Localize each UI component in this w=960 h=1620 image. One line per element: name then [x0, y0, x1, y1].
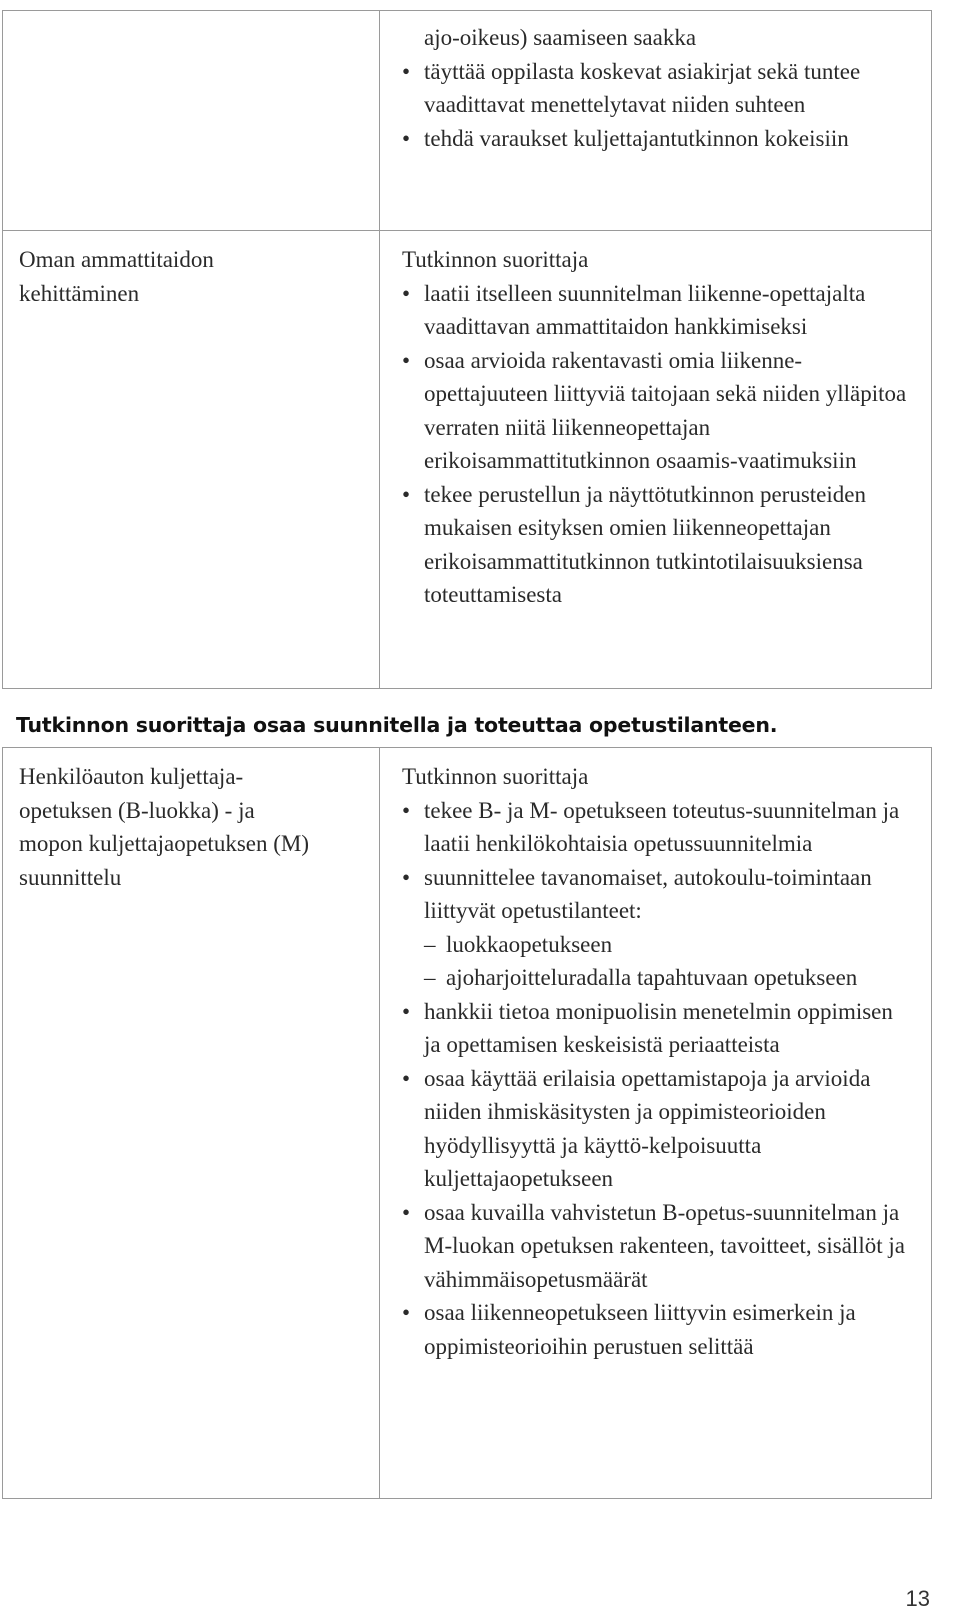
row-label-cell	[3, 11, 380, 230]
row-label-cell	[3, 231, 380, 688]
table-row	[2, 231, 932, 689]
sub-list-item: – ajoharjoitteluradalla tapahtuvaan opetukseen	[402, 961, 911, 995]
list-item-text: suunnittelee tavanomaiset, autokoulu-toimintaan liittyvät opetustilanteet:	[424, 864, 872, 923]
row-content-cell	[380, 748, 931, 1498]
sub-list-item: – luokkaopetukseen	[402, 928, 911, 962]
section-heading: Tutkinnon suorittaja osaa suunnitella ja toteuttaa opetustilanteen.	[2, 689, 932, 748]
list-item: • osaa arvioida rakentavasti omia liikenne-opettajuuteen liittyviä taitojaan sekä niiden ylläpitoa verraten niitä liikenneopettajan erikoisammattitutkinnon osaamis-vaatimuksiin	[402, 344, 911, 478]
list-item: • osaa liikenneopetukseen liittyvin esimerkein ja oppimisteorioihin perustuen selittää	[402, 1296, 911, 1363]
sub-list	[424, 928, 911, 995]
list-item: • osaa kuvailla vahvistetun B-opetus-suunnitelman ja M-luokan opetuksen rakenteen, tavoitteet, sisällöt ja vähimmäisopetusmäärät	[402, 1196, 911, 1297]
criteria-list	[402, 277, 911, 612]
table-row	[2, 11, 932, 231]
row-content-cell	[380, 231, 931, 688]
list-item: • täyttää oppilasta koskevat asiakirjat sekä tuntee vaadittavat menettelytavat niiden suhteen	[402, 55, 911, 122]
list-item: • laatii itselleen suunnitelman liikenne-opettajalta vaadittavan ammattitaidon hankkimiseksi	[402, 277, 911, 344]
row-label: Henkilöauton kuljettaja-opetuksen (B-luokka) - ja mopon kuljettajaopetuksen (M) suunnittelu	[19, 764, 309, 890]
competence-table	[2, 10, 932, 1499]
row-content-cell	[380, 11, 931, 230]
list-item: • osaa käyttää erilaisia opettamistapoja ja arvioida niiden ihmiskäsitysten ja oppimisteorioiden hyödyllisyyttä ja käyttö-kelpoisuutta kuljettajaopetukseen	[402, 1062, 911, 1196]
list-item: • tehdä varaukset kuljettajantutkinnon kokeisiin	[402, 122, 911, 156]
continued-text: ajo-oikeus) saamiseen saakka	[424, 25, 697, 50]
criteria-list	[402, 55, 911, 156]
page-number: 13	[905, 1586, 930, 1611]
list-item	[402, 861, 911, 995]
list-item: • tekee perustellun ja näyttötutkinnon perusteiden mukaisen esityksen omien liikenneopettajan erikoisammattitutkinnon tutkintotilaisuuksiensa toteuttamisesta	[402, 478, 911, 612]
criteria-list	[402, 794, 911, 1364]
table-row	[2, 748, 932, 1499]
cell-heading: Tutkinnon suorittaja	[402, 247, 589, 272]
list-item: • hankkii tietoa monipuolisin menetelmin oppimisen ja opettamisen keskeisistä periaatteista	[402, 995, 911, 1062]
row-label: Oman ammattitaidon kehittäminen	[19, 247, 214, 306]
list-item: • tekee B- ja M- opetukseen toteutus-suunnitelman ja laatii henkilökohtaisia opetussuunnitelmia	[402, 794, 911, 861]
row-label-cell	[3, 748, 380, 1498]
cell-heading: Tutkinnon suorittaja	[402, 764, 589, 789]
